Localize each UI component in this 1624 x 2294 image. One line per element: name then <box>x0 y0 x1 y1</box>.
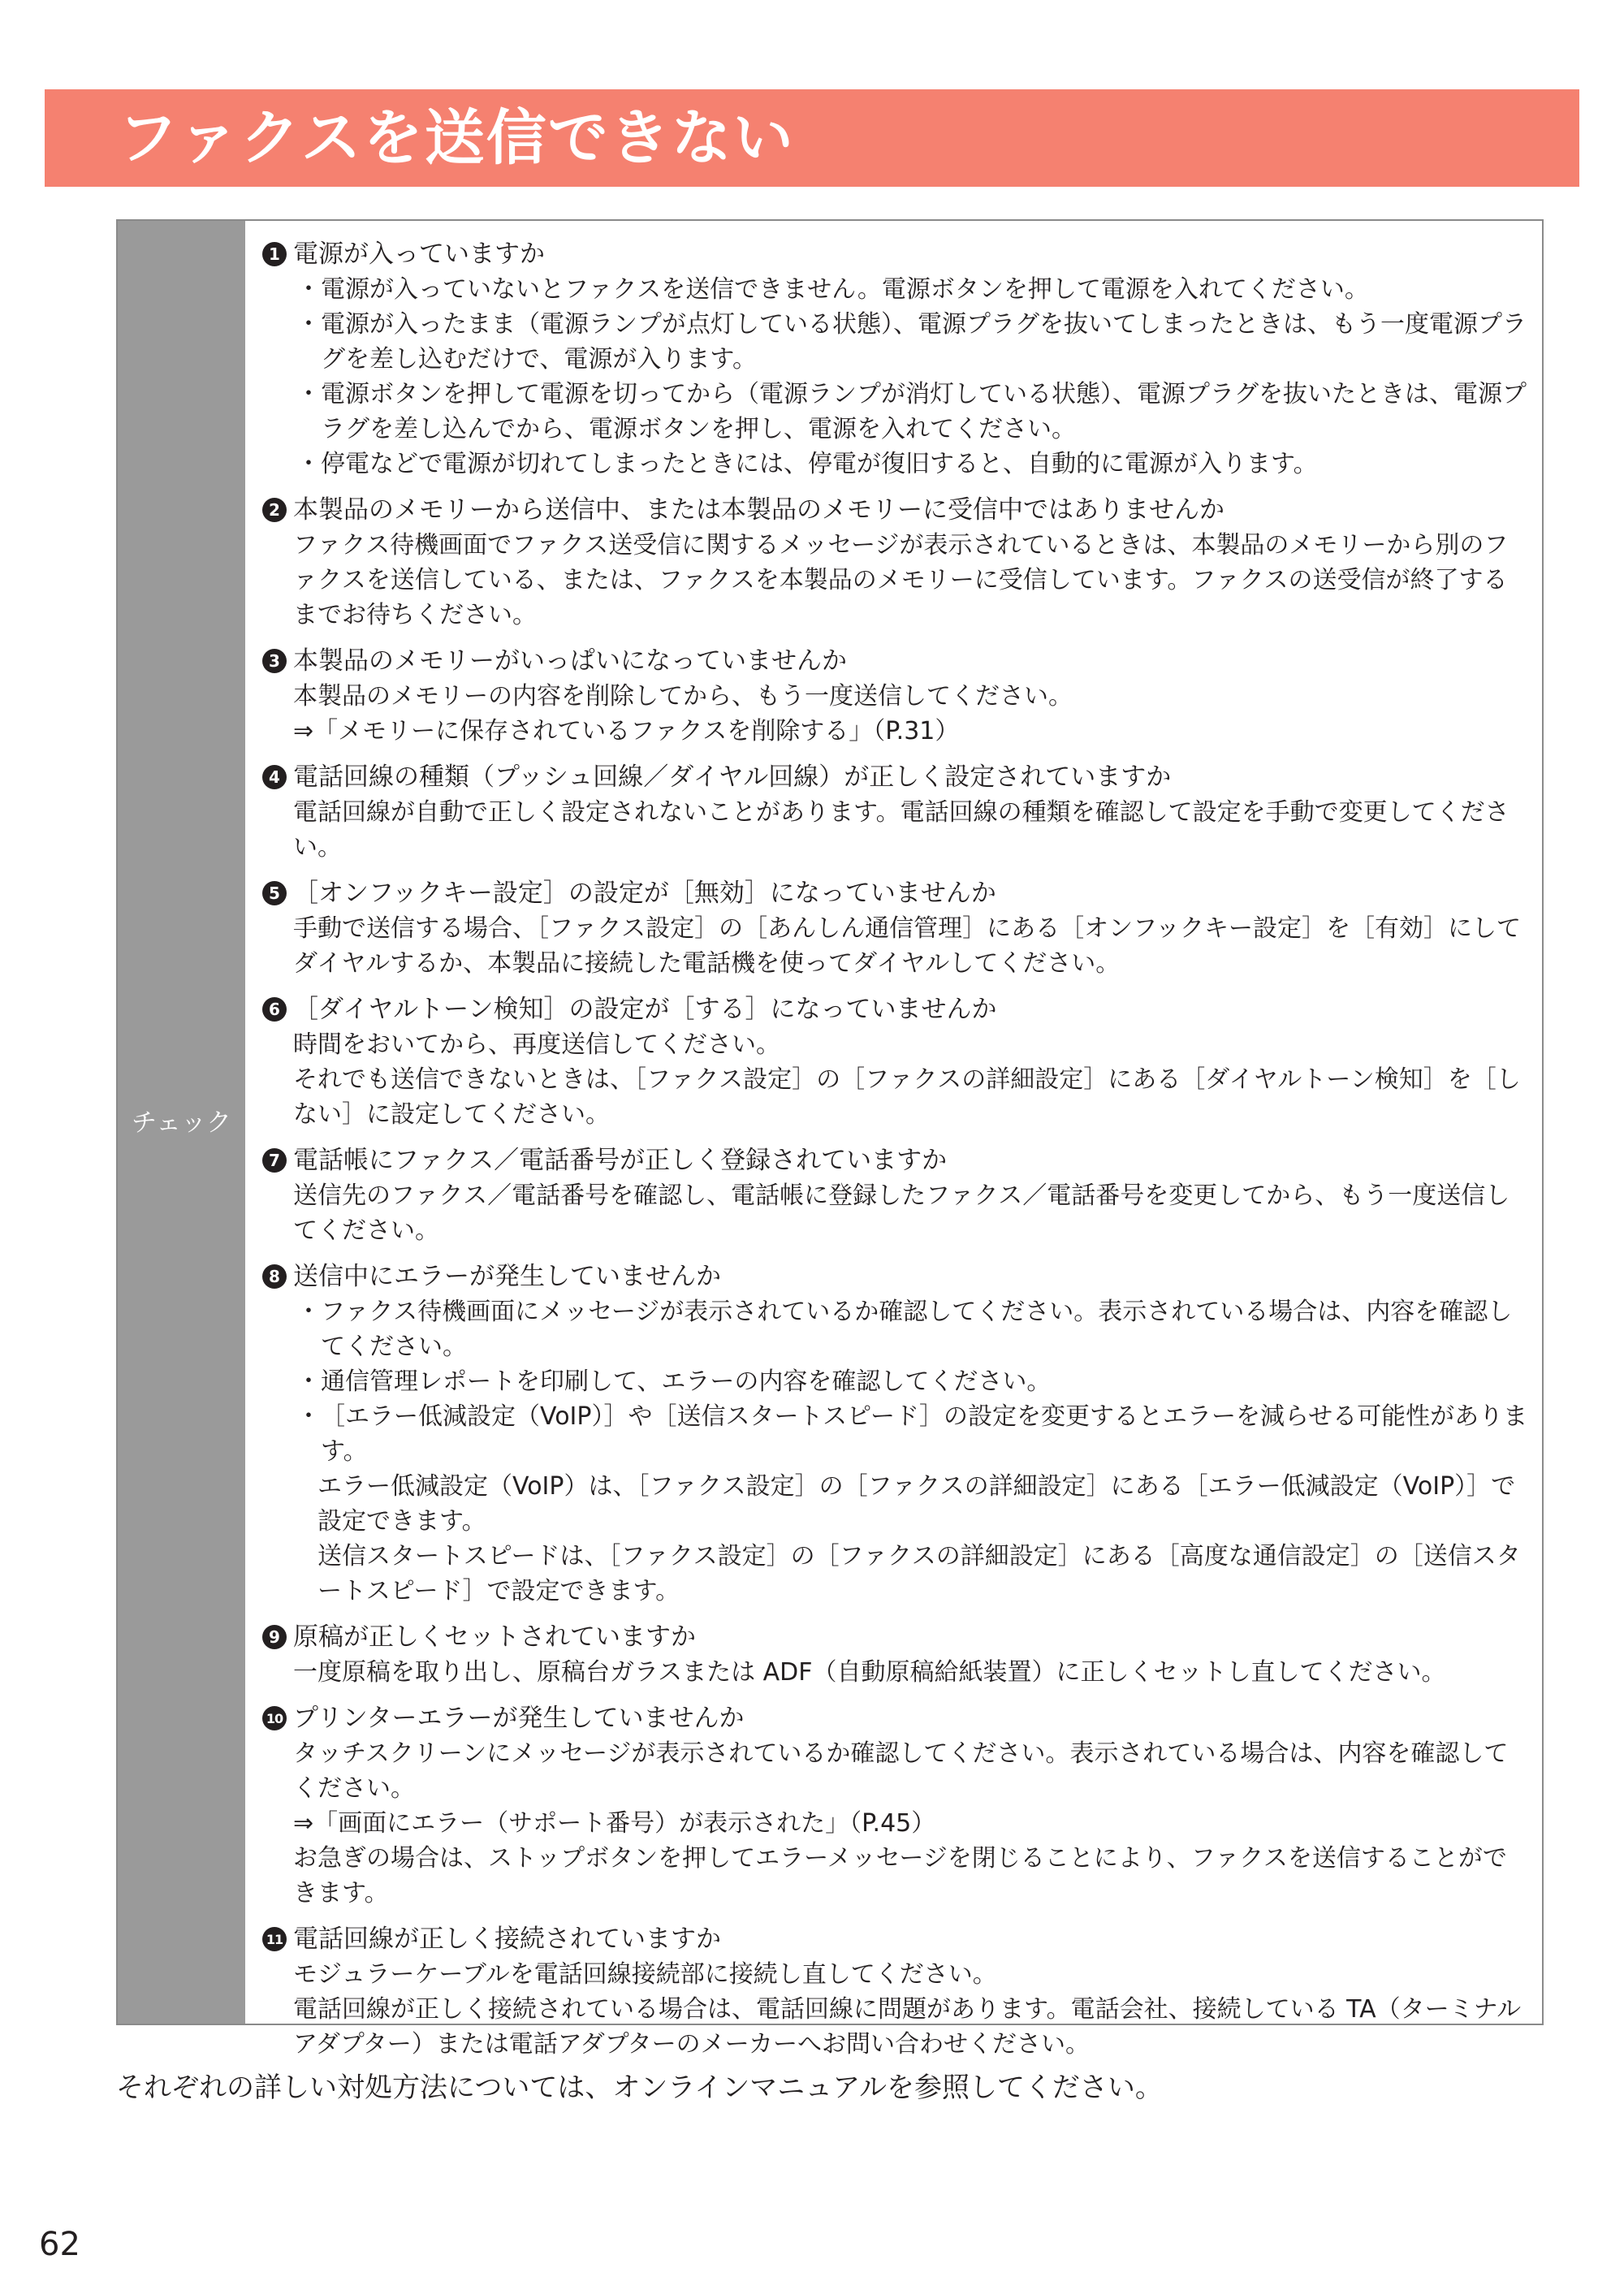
check-item-body <box>262 272 1529 482</box>
bullet-sub-paragraph: 送信スタートスピードは、［ファクス設定］の［ファクスの詳細設定］にある［高度な通信設定］の［送信スタートスピード］で設定できます。 <box>317 1542 1521 1605</box>
bullet-icon: ・ <box>296 275 321 304</box>
check-item-body <box>262 528 1529 633</box>
paragraph: 電話回線が自動で正しく設定されないことがあります。電話回線の種類を確認して設定を手動で変更してください。 <box>293 798 1510 862</box>
bullet-icon: ・ <box>296 450 321 478</box>
paragraph: 電話回線が正しく接続されている場合は、電話回線に問題があります。電話会社、接続している TA（ターミナルアダプター）または電話アダプターのメーカーへお問い合わせください。 <box>293 1995 1522 2059</box>
paragraph: モジュラーケーブルを電話回線接続部に接続し直してください。 <box>293 1960 997 1989</box>
check-item-heading: 送信中にエラーが発生していませんか <box>293 1262 721 1291</box>
bullet-text: 停電などで電源が切れてしまったときには、停電が復旧すると、自動的に電源が入ります。 <box>321 450 1318 478</box>
bullet-text: 電源が入ったまま（電源ランプが点灯している状態）、電源プラグを抜いてしまったときは、もう一度電源プラグを差し込むだけで、電源が入ります。 <box>321 310 1527 374</box>
item-number-badge: 6 <box>262 997 287 1022</box>
paragraph: 送信先のファクス／電話番号を確認し、電話帳に登録したファクス／電話番号を変更してから、もう一度送信してください。 <box>293 1182 1510 1245</box>
item-number-badge: 8 <box>262 1264 287 1289</box>
paragraph: ⇒「画面にエラー（サポート番号）が表示された」（P.45） <box>293 1809 936 1838</box>
paragraph: それでも送信できないときは、［ファクス設定］の［ファクスの詳細設定］にある［ダイヤルトーン検知］を［しない］に設定してください。 <box>293 1065 1521 1129</box>
paragraph: 時間をおいてから、再度送信してください。 <box>293 1030 780 1059</box>
check-item-heading-row <box>262 1922 1529 1957</box>
check-item <box>262 760 1529 865</box>
check-table <box>116 219 1544 2059</box>
bullet-sub-paragraph: エラー低減設定（VoIP）は、［ファクス設定］の［ファクスの詳細設定］にある［エラー低減設定（VoIP）］で設定できます。 <box>317 1472 1516 1536</box>
check-label: チェック <box>131 1108 232 1138</box>
check-item-heading: 電源が入っていますか <box>293 240 545 269</box>
item-number-badge: 1 <box>262 242 287 266</box>
check-item-heading: 本製品のメモリーから送信中、または本製品のメモリーに受信中ではありませんか <box>293 495 1224 525</box>
bullet-text: 電源ボタンを押して電源を切ってから（電源ランプが消灯している状態）、電源プラグを抜いたときは、電源プラグを差し込んでから、電源ボタンを押し、電源を入れてください。 <box>321 380 1527 443</box>
bullet-row <box>293 1294 1529 1364</box>
item-number-badge: 7 <box>262 1148 287 1173</box>
check-item-heading: ［ダイヤルトーン検知］の設定が［する］になっていませんか <box>293 995 997 1024</box>
bullet-text: 電源が入っていないとファクスを送信できません。電源ボタンを押して電源を入れてください。 <box>321 275 1369 304</box>
item-number-badge: 2 <box>262 498 287 522</box>
check-item-body <box>262 1655 1529 1690</box>
check-item-heading-row <box>262 1701 1529 1736</box>
check-item-heading-row <box>262 992 1529 1027</box>
item-number-badge: 9 <box>262 1625 287 1649</box>
check-item <box>262 1922 1529 2062</box>
item-number-badge: 11 <box>262 1927 287 1951</box>
paragraph: 手動で送信する場合、［ファクス設定］の［あんしん通信管理］にある［オンフックキー設定］を［有効］にしてダイヤルするか、本製品に接続した電話機を使ってダイヤルしてください。 <box>293 914 1521 978</box>
bullet-row <box>293 377 1529 447</box>
check-item-body <box>262 1178 1529 1248</box>
check-item-body <box>262 1957 1529 2062</box>
check-item-body <box>262 795 1529 865</box>
check-item <box>262 644 1529 749</box>
check-item-heading-row <box>262 1143 1529 1178</box>
check-item <box>262 1620 1529 1690</box>
check-item-heading: ［オンフックキー設定］の設定が［無効］になっていませんか <box>293 879 996 908</box>
check-item-body <box>262 1736 1529 1911</box>
bullet-text: ファクス待機画面にメッセージが表示されているか確認してください。表示されている場合は、内容を確認してください。 <box>321 1298 1513 1361</box>
paragraph: お急ぎの場合は、ストップボタンを押してエラーメッセージを閉じることにより、ファクスを送信することができます。 <box>293 1844 1507 1907</box>
check-item-heading-row <box>262 644 1529 679</box>
title-bar <box>45 89 1579 187</box>
check-label-column <box>118 221 245 2024</box>
bullet-row <box>293 1399 1529 1469</box>
check-item <box>262 237 1529 482</box>
item-number-badge: 3 <box>262 649 287 673</box>
check-item-heading-row <box>262 1259 1529 1294</box>
bullet-row <box>293 447 1529 482</box>
check-item <box>262 1259 1529 1609</box>
bullet-icon: ・ <box>296 1402 321 1431</box>
check-list <box>262 237 1529 2073</box>
check-item-heading: 電話回線が正しく接続されていますか <box>293 1925 721 1954</box>
check-item-heading-row <box>262 876 1529 911</box>
check-item-heading: 原稿が正しくセットされていますか <box>293 1622 696 1652</box>
paragraph: 本製品のメモリーの内容を削除してから、もう一度送信してください。 <box>293 682 1073 711</box>
item-number-badge: 4 <box>262 765 287 789</box>
check-item-body <box>262 911 1529 981</box>
check-item <box>262 876 1529 981</box>
check-item-heading-row <box>262 760 1529 795</box>
bullet-icon: ・ <box>296 380 321 408</box>
page-title: ファクスを送信できない <box>118 103 795 173</box>
check-item-heading: プリンターエラーが発生していませんか <box>293 1704 745 1733</box>
bullet-text: 通信管理レポートを印刷して、エラーの内容を確認してください。 <box>321 1367 1052 1396</box>
bullet-row <box>293 1364 1529 1399</box>
check-item-heading-row <box>262 237 1529 272</box>
item-number-badge: 5 <box>262 881 287 905</box>
check-item-body <box>262 1294 1529 1609</box>
check-item-body <box>262 1027 1529 1132</box>
paragraph: ファクス待機画面でファクス送受信に関するメッセージが表示されているときは、本製品のメモリーから別のファクスを送信している、または、ファクスを本製品のメモリーに受信しています。ファクスの送受信が終了するまでお待ちください。 <box>293 531 1509 629</box>
bullet-row <box>293 307 1529 377</box>
bullet-icon: ・ <box>296 1367 321 1396</box>
check-item-heading-row <box>262 493 1529 528</box>
bullet-icon: ・ <box>296 310 321 339</box>
bullet-row <box>293 272 1529 307</box>
check-item-heading: 電話回線の種類（プッシュ回線／ダイヤル回線）が正しく設定されていますか <box>293 763 1172 792</box>
bullet-icon: ・ <box>296 1298 321 1326</box>
paragraph: 一度原稿を取り出し、原稿台ガラスまたは ADF（自動原稿給紙装置）に正しくセットし直してください。 <box>293 1658 1446 1687</box>
check-item-heading-row <box>262 1620 1529 1655</box>
check-item <box>262 493 1529 633</box>
paragraph: ⇒「メモリーに保存されているファクスを削除する」（P.31） <box>293 717 960 745</box>
check-item-heading: 本製品のメモリーがいっぱいになっていませんか <box>293 646 847 676</box>
footer-note: それぞれの詳しい対処方法については、オンラインマニュアルを参照してください。 <box>116 2072 1163 2104</box>
item-number-badge: 10 <box>262 1706 287 1730</box>
check-item <box>262 1143 1529 1248</box>
bullet-text: ［エラー低減設定（VoIP）］や［送信スタートスピード］の設定を変更するとエラーを減らせる可能性があります。 <box>321 1402 1528 1466</box>
page-number: 62 <box>39 2226 80 2263</box>
check-item <box>262 1701 1529 1911</box>
check-item-body <box>262 679 1529 749</box>
check-item <box>262 992 1529 1132</box>
paragraph: タッチスクリーンにメッセージが表示されているか確認してください。表示されている場合は、内容を確認してください。 <box>293 1739 1509 1803</box>
check-item-heading: 電話帳にファクス／電話番号が正しく登録されていますか <box>293 1146 948 1175</box>
